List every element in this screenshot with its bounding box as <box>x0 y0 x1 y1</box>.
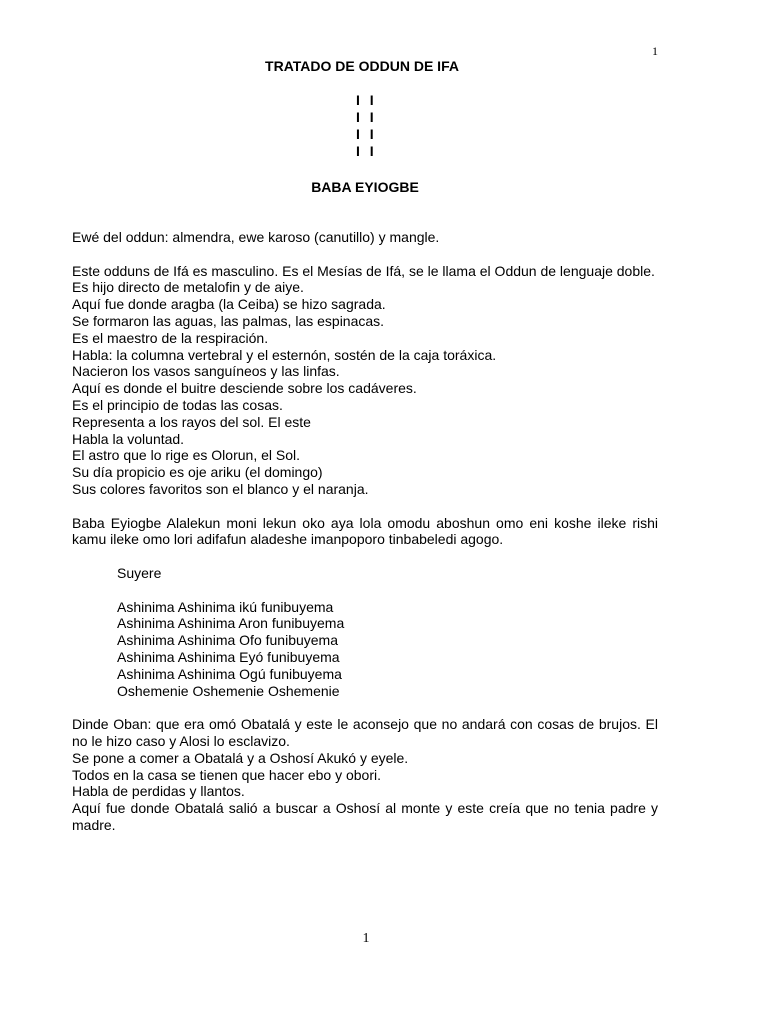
fact-line: Se formaron las aguas, las palmas, las espinacas. <box>72 312 385 329</box>
fact-line: Es el principio de todas las cosas. <box>72 396 283 413</box>
fact-line: Aquí es donde el buitre desciende sobre los cadáveres. <box>72 380 417 397</box>
suyere-line: Ashinima Ashinima Eyó funibuyema <box>117 648 340 665</box>
suyere-label: Suyere <box>117 564 162 581</box>
final-paragraph: Aquí fue donde Obatalá salió a buscar a Oshosí al monte y este creía que no tenia padre y madre. <box>72 800 658 833</box>
closing-line: Habla de perdidas y llantos. <box>72 783 245 800</box>
closing-line: Se pone a comer a Obatalá y a Oshosí Akukó y eyele. <box>72 749 409 766</box>
document-body <box>72 229 658 834</box>
page-number-top: 1 <box>652 44 658 58</box>
odu-signature-marks <box>356 92 377 160</box>
ewe-line: Ewé del oddun: almendra, ewe karoso (canutillo) y mangle. <box>72 229 440 245</box>
dinde-paragraph: Dinde Oban: que era omó Obatalá y este le aconsejo que no andará con cosas de brujos. El no le hizo caso y Alosi lo esclavizo. <box>72 716 658 749</box>
odu-mark-line: I I <box>356 92 377 108</box>
fact-line: Habla: la columna vertebral y el esternón, sostén de la caja toráxica. <box>72 346 497 363</box>
fact-line: Su día propicio es oje ariku (el domingo) <box>72 464 323 481</box>
document-title: TRATADO DE ODDUN DE IFA <box>265 58 459 74</box>
suyere-line: Ashinima Ashinima Ogú funibuyema <box>117 665 342 682</box>
odu-mark-line: I I <box>356 143 377 159</box>
fact-line: Es el maestro de la respiración. <box>72 329 269 346</box>
page-number-bottom: 1 <box>362 931 370 946</box>
rezo-paragraph: Baba Eyiogbe Alalekun moni lekun oko aya lola omodu aboshun omo eni koshe ileke rishi kamu ileke omo lori adifafun aladeshe imanpoporo tinbabeledi agogo. <box>72 514 658 548</box>
suyere-line: Ashinima Ashinima ikú funibuyema <box>117 598 334 615</box>
intro-paragraph: Este odduns de Ifá es masculino. Es el Mesías de Ifá, se le llama el Oddun de lenguaje doble. <box>72 262 655 279</box>
fact-line: Representa a los rayos del sol. El este <box>72 413 311 430</box>
suyere-line: Ashinima Ashinima Ofo funibuyema <box>117 632 338 649</box>
closing-line: Todos en la casa se tienen que hacer ebo y obori. <box>72 766 381 783</box>
fact-line: Habla la voluntad. <box>72 430 185 447</box>
fact-line: El astro que lo rige es Olorun, el Sol. <box>72 447 301 464</box>
oddun-name-heading: BABA EYIOGBE <box>311 179 419 195</box>
fact-line: Sus colores favoritos son el blanco y el naranja. <box>72 480 369 497</box>
odu-mark-line: I I <box>356 126 377 142</box>
fact-line: Es hijo directo de metalofin y de aiye. <box>72 279 304 296</box>
suyere-line: Ashinima Ashinima Aron funibuyema <box>117 615 345 632</box>
suyere-line: Oshemenie Oshemenie Oshemenie <box>117 682 340 699</box>
fact-line: Aquí fue donde aragba (la Ceiba) se hizo sagrada. <box>72 296 386 313</box>
fact-line: Nacieron los vasos sanguíneos y las linfas. <box>72 363 340 380</box>
odu-mark-line: I I <box>356 109 377 125</box>
